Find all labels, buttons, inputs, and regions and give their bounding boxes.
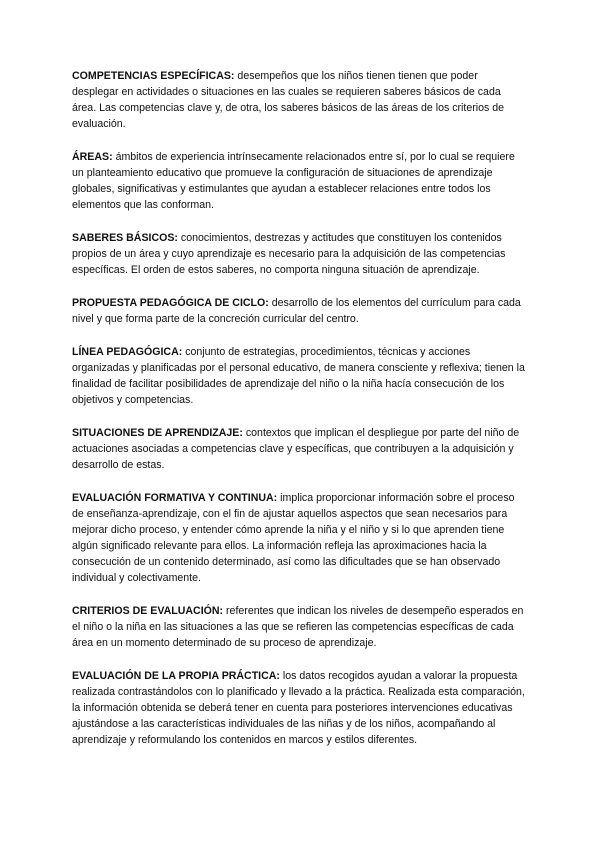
term-label: ÁREAS: bbox=[72, 151, 113, 163]
glossary-entry-competencias-especificas bbox=[72, 68, 527, 132]
glossary-entry-evaluacion-formativa bbox=[72, 490, 527, 586]
term-label: LÍNEA PEDAGÓGICA: bbox=[72, 346, 183, 358]
term-definition: desarrollo de los elementos del currículum para cada nivel y que forma parte de la concreción curricular del centro. bbox=[72, 297, 521, 325]
glossary-entry-linea-pedagogica bbox=[72, 344, 527, 408]
term-definition: los datos recogidos ayudan a valorar la propuesta realizada contrastándolos con lo planificado y llevado a la práctica. Realizada esta comparación, la información obtenida se deberá tener en cuenta para posteriores intervenciones educativas ajustándose a las características individuales de las niñas y de los niños, acompañando al aprendizaje y reformulando los contenidos en marcos y estilos diferentes. bbox=[72, 670, 525, 746]
term-label: CRITERIOS DE EVALUACIÓN: bbox=[72, 605, 224, 617]
term-definition: ámbitos de experiencia intrínsecamente relacionados entre sí, por lo cual se requiere un planteamiento educativo que promueve la configuración de situaciones de aprendizaje globales, significativas y estimulantes que ayudan a establecer relaciones entre todos los elementos que las conforman. bbox=[72, 151, 515, 211]
glossary-entry-areas bbox=[72, 149, 527, 213]
term-label: COMPETENCIAS ESPECÍFICAS: bbox=[72, 70, 235, 82]
term-definition: implica proporcionar información sobre el proceso de enseñanza-aprendizaje, con el fin de ajustar aquellos aspectos que sean necesarios para mejorar dicho proceso, y entender cómo aprende la niña y el niño y si lo que aprenden tiene algún significado relevante para ellos. La información refleja las aproximaciones hacia la consecución de un contenido determinado, así como las dificultades que se han observado individual y colectivamente. bbox=[72, 492, 515, 584]
term-definition: conjunto de estrategias, procedimientos, técnicas y acciones organizadas y planificadas por el personal educativo, de manera consciente y reflexiva; tienen la finalidad de facilitar posibilidades de aprendizaje del niño o la niña hacía consecución de los objetivos y competencias. bbox=[72, 346, 525, 406]
glossary-entry-criterios-evaluacion bbox=[72, 603, 527, 651]
term-label: PROPUESTA PEDAGÓGICA DE CICLO: bbox=[72, 297, 269, 309]
term-definition: desempeños que los niños tienen tienen que poder desplegar en actividades o situaciones en las cuales se requieren saberes básicos de cada área. Las competencias clave y, de otra, los saberes básicos de las áreas de los criterios de evaluación. bbox=[72, 70, 505, 130]
glossary-entry-evaluacion-propia-practica bbox=[72, 668, 527, 748]
glossary-entry-propuesta-pedagogica bbox=[72, 295, 527, 327]
term-label: SITUACIONES DE APRENDIZAJE: bbox=[72, 427, 243, 439]
term-label: EVALUACIÓN DE LA PROPIA PRÁCTICA: bbox=[72, 670, 280, 682]
glossary-entry-situaciones-aprendizaje bbox=[72, 425, 527, 473]
glossary-entry-saberes-basicos bbox=[72, 230, 527, 278]
term-label: SABERES BÁSICOS: bbox=[72, 232, 178, 244]
document-page bbox=[72, 68, 527, 765]
term-definition: referentes que indican los niveles de desempeño esperados en el niño o la niña en las situaciones a las que se refieren las competencias específicas de cada área en un momento determinado de su proceso de aprendizaje. bbox=[72, 605, 524, 649]
term-label: EVALUACIÓN FORMATIVA Y CONTINUA: bbox=[72, 492, 278, 504]
term-definition: conocimientos, destrezas y actitudes que constituyen los contenidos propios de un área y cuyo aprendizaje es necesario para la adquisición de las competencias específicas. El orden de estos saberes, no comporta ninguna situación de aprendizaje. bbox=[72, 232, 506, 276]
term-definition: contextos que implican el despliegue por parte del niño de actuaciones asociadas a competencias clave y específicas, que contribuyen a la adquisición y desarrollo de estas. bbox=[72, 427, 520, 471]
